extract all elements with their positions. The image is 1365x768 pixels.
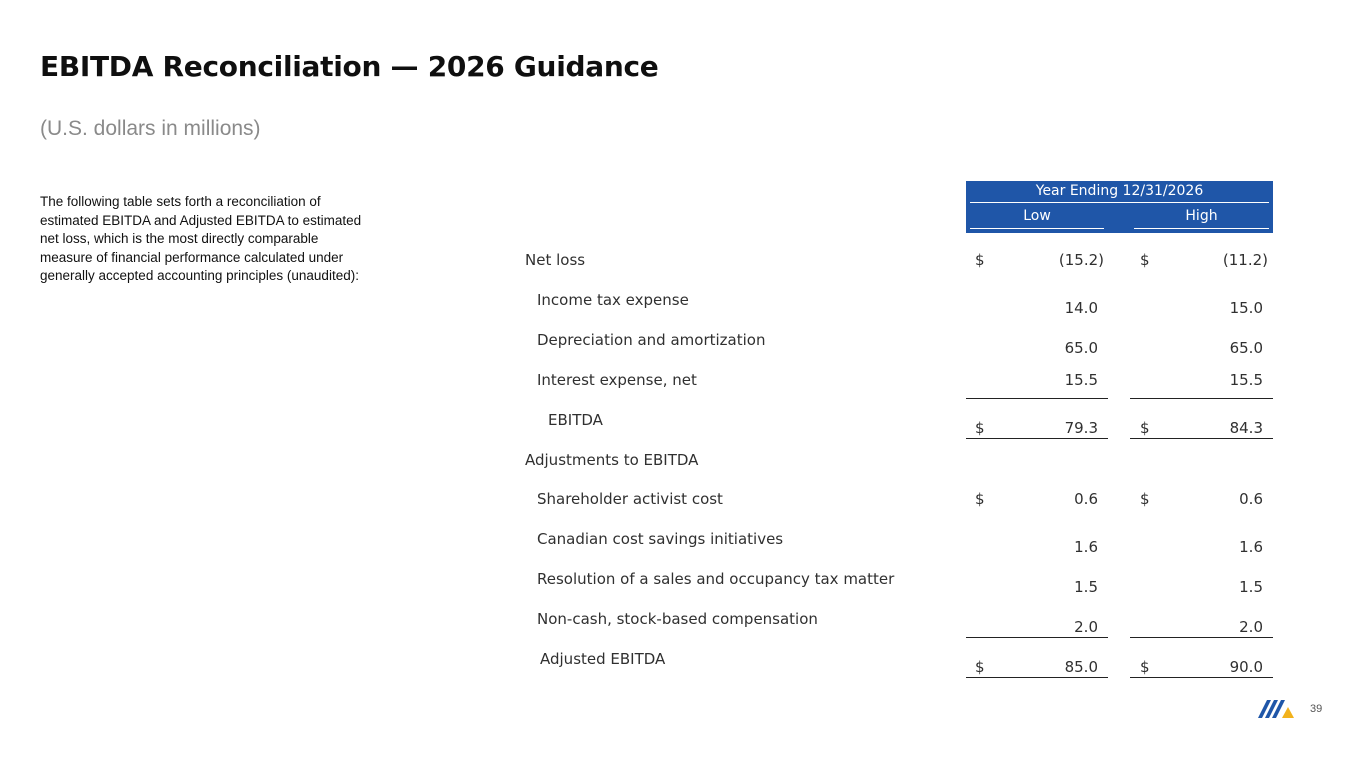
row-label: Shareholder activist cost [537, 490, 723, 508]
period-header: Year Ending 12/31/2026 [1035, 183, 1204, 199]
table-row [0, 290, 1365, 330]
total-rule-high [1130, 438, 1273, 439]
high-currency: $ [1140, 658, 1150, 676]
low-currency: $ [975, 658, 985, 676]
low-value: 85.0 [1064, 658, 1098, 676]
row-label: Income tax expense [537, 291, 689, 309]
table-row [0, 609, 1365, 649]
table-row [0, 410, 1365, 450]
low-value: 14.0 [1064, 299, 1098, 317]
table-row [0, 569, 1365, 609]
total-rule-low [966, 677, 1108, 678]
header-divider [970, 202, 1269, 203]
column-header-low: Low [1023, 208, 1051, 224]
row-label: Canadian cost savings initiatives [537, 530, 784, 548]
row-label: Adjusted EBITDA [540, 650, 666, 668]
low-value: (15.2) [1058, 251, 1104, 269]
table-row [0, 489, 1365, 529]
high-value: 65.0 [1229, 339, 1263, 357]
high-value: 2.0 [1239, 618, 1263, 636]
row-label: Interest expense, net [537, 371, 697, 389]
table-row [0, 450, 1365, 490]
total-rule-high [1130, 677, 1273, 678]
subtotal-rule-low [966, 637, 1108, 638]
high-value: (11.2) [1222, 251, 1268, 269]
high-value: 0.6 [1239, 490, 1263, 508]
high-value: 90.0 [1229, 658, 1263, 676]
row-label: Depreciation and amortization [537, 331, 766, 349]
row-label: EBITDA [548, 411, 603, 429]
high-currency: $ [1140, 490, 1150, 508]
table-row [0, 330, 1365, 370]
row-label: Net loss [525, 251, 586, 269]
table-row [0, 529, 1365, 569]
table-row [0, 370, 1365, 410]
column-header-high: High [1185, 208, 1218, 224]
low-currency: $ [975, 419, 985, 437]
subtotal-rule-high [1130, 398, 1273, 399]
high-currency: $ [1140, 419, 1150, 437]
table-row [0, 250, 1365, 290]
low-header-underline [970, 228, 1104, 229]
page-number: 39 [1310, 703, 1323, 715]
table-row [0, 649, 1365, 689]
high-value: 1.6 [1239, 538, 1263, 556]
subtotal-rule-high [1130, 637, 1273, 638]
subtotal-rule-low [966, 398, 1108, 399]
high-value: 84.3 [1229, 419, 1263, 437]
high-value: 1.5 [1239, 578, 1263, 596]
high-currency: $ [1140, 251, 1150, 269]
page-subtitle: (U.S. dollars in millions) [40, 117, 261, 140]
intro-paragraph: The following table sets forth a reconciliation of estimated EBITDA and Adjusted EBITDA to estimated net loss, which is the most directly comparable measure of financial performance calculated under generally accepted accounting principles (unaudited): [40, 194, 362, 283]
low-value: 15.5 [1064, 371, 1098, 389]
company-logo-icon [1258, 699, 1306, 719]
low-value: 65.0 [1064, 339, 1098, 357]
low-value: 1.5 [1074, 578, 1098, 596]
high-value: 15.0 [1229, 299, 1263, 317]
low-currency: $ [975, 251, 985, 269]
page-title: EBITDA Reconciliation — 2026 Guidance [40, 50, 659, 83]
low-value: 0.6 [1074, 490, 1098, 508]
row-label: Adjustments to EBITDA [525, 451, 699, 469]
low-value: 1.6 [1074, 538, 1098, 556]
total-rule-low [966, 438, 1108, 439]
low-value: 2.0 [1074, 618, 1098, 636]
row-label: Non-cash, stock-based compensation [537, 610, 818, 628]
low-value: 79.3 [1064, 419, 1098, 437]
high-value: 15.5 [1229, 371, 1263, 389]
row-label: Resolution of a sales and occupancy tax matter [537, 570, 895, 588]
low-currency: $ [975, 490, 985, 508]
high-header-underline [1134, 228, 1269, 229]
